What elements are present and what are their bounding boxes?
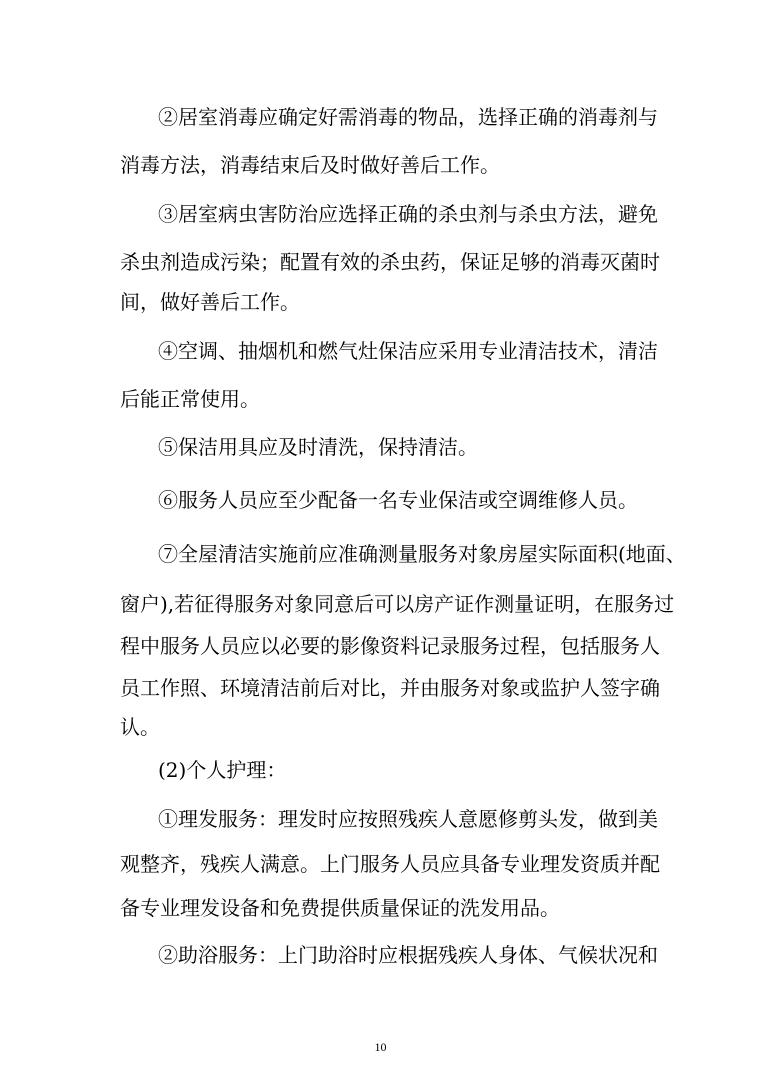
text-line: ⑦全屋清洁实施前应准确测量服务对象房屋实际面积(地面、 <box>158 542 686 566</box>
text-line: ①理发服务：理发时应按照残疾人意愿修剪头发，做到美 <box>158 807 658 831</box>
page-number: 10 <box>374 1040 387 1054</box>
text-line: 备专业理发设备和免费提供质量保证的洗发用品。 <box>120 896 560 920</box>
text-line: 间，做好善后工作。 <box>120 290 300 314</box>
text-line: ②居室消毒应确定好需消毒的物品，选择正确的消毒剂与 <box>158 105 658 129</box>
text-line: ②助浴服务：上门助浴时应根据残疾人身体、气候状况和 <box>158 943 658 967</box>
text-line: 杀虫剂造成污染；配置有效的杀虫药，保证足够的消毒灭菌时 <box>120 250 660 274</box>
text-line: 窗户),若征得服务对象同意后可以房产证作测量证明，在服务过 <box>120 592 675 616</box>
text-line: ⑥服务人员应至少配备一名专业保洁或空调维修人员。 <box>158 488 638 512</box>
text-line: ③居室病虫害防治应选择正确的杀虫剂与杀虫方法，避免 <box>158 202 658 226</box>
text-line: ⑤保洁用具应及时清洗，保持清洁。 <box>158 435 478 459</box>
text-line: 消毒方法，消毒结束后及时做好善后工作。 <box>120 153 500 177</box>
text-line: 程中服务人员应以必要的影像资料记录服务过程，包括服务人 <box>120 634 660 658</box>
text-line: 认。 <box>120 715 160 739</box>
text-line: 后能正常使用。 <box>120 387 260 411</box>
text-line: 观整齐，残疾人满意。上门服务人员应具备专业理发资质并配 <box>120 852 660 876</box>
text-line: ④空调、抽烟机和燃气灶保洁应采用专业清洁技术，清洁 <box>158 339 658 363</box>
text-line: 员工作照、环境清洁前后对比，并由服务对象或监护人签字确 <box>120 676 660 700</box>
section-heading: (2)个人护理： <box>158 758 287 782</box>
